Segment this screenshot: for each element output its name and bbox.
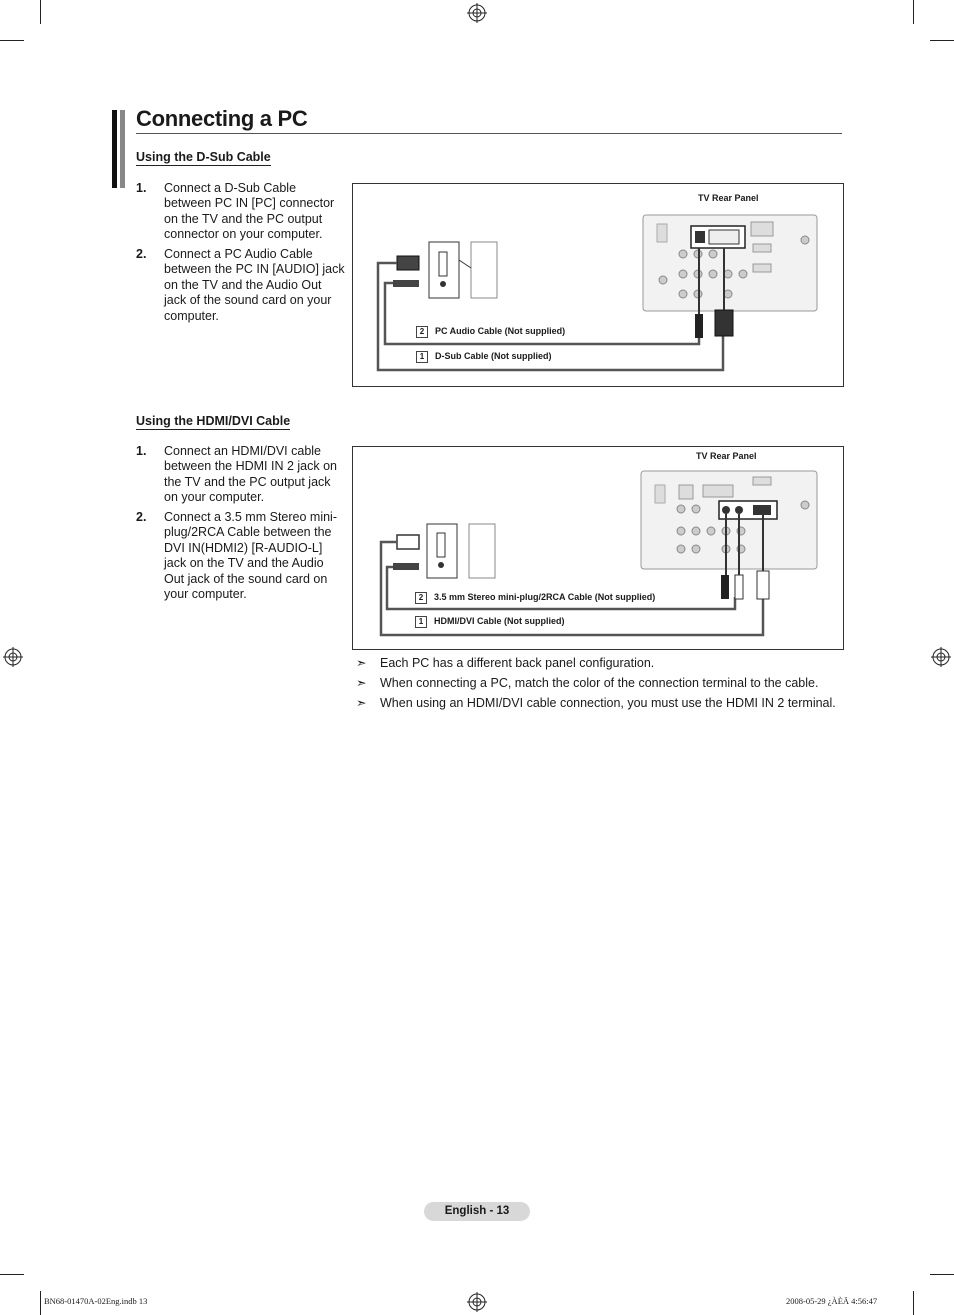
crop-mark — [930, 1274, 954, 1275]
print-timestamp: 2008-05-29 ¿ÀÈÄ 4:56:47 — [786, 1296, 878, 1306]
registration-mark-icon — [931, 647, 951, 667]
registration-mark-icon — [467, 1292, 487, 1312]
section-heading-dsub: Using the D-Sub Cable — [136, 150, 271, 164]
cable-number-badge: 2 — [416, 326, 428, 338]
crop-mark — [0, 40, 24, 41]
step-number: 1. — [136, 444, 147, 458]
note-arrow-icon: ➣ — [356, 656, 367, 670]
step-item — [136, 181, 346, 243]
crop-mark — [913, 1291, 914, 1315]
cable-number-badge: 1 — [416, 351, 428, 363]
note-item — [356, 696, 842, 728]
cable-number-badge: 2 — [415, 592, 427, 604]
note-text: Each PC has a different back panel configuration. — [380, 656, 655, 670]
print-file-info: BN68-01470A-02Eng.indb 13 — [44, 1296, 148, 1306]
cable-label: 3.5 mm Stereo mini-plug/2RCA Cable (Not supplied) — [434, 592, 656, 602]
note-text: When using an HDMI/DVI cable connection, you must use the HDMI IN 2 terminal. — [380, 696, 836, 710]
step-item — [136, 247, 346, 325]
tv-rear-panel-label: TV Rear Panel — [696, 451, 757, 461]
hdmi-dvi-connection-diagram — [352, 446, 844, 650]
title-divider — [136, 133, 842, 134]
crop-mark — [40, 1291, 41, 1315]
step-number: 2. — [136, 247, 147, 261]
title-accent-bar — [112, 110, 117, 188]
cable-label: D-Sub Cable (Not supplied) — [435, 351, 552, 361]
step-text: Connect a D-Sub Cable between PC IN [PC] connector on the TV and the PC output connector on your computer. — [164, 181, 335, 242]
registration-mark-icon — [3, 647, 23, 667]
crop-mark — [0, 1274, 24, 1275]
crop-mark — [913, 0, 914, 24]
page-number-label: English - 13 — [424, 1202, 530, 1221]
crop-mark — [930, 40, 954, 41]
step-item — [136, 444, 346, 506]
cable-label: PC Audio Cable (Not supplied) — [435, 326, 566, 336]
registration-mark-icon — [467, 3, 487, 23]
step-item — [136, 510, 346, 604]
note-item — [356, 656, 842, 672]
note-text: When connecting a PC, match the color of the connection terminal to the cable. — [380, 676, 819, 690]
note-arrow-icon: ➣ — [356, 696, 367, 710]
note-arrow-icon: ➣ — [356, 676, 367, 690]
dsub-connection-diagram — [352, 183, 844, 387]
step-number: 2. — [136, 510, 147, 524]
step-text: Connect a PC Audio Cable between the PC IN [AUDIO] jack on the TV and the Audio Out jack of the sound card on your computer. — [164, 247, 345, 323]
page-title: Connecting a PC — [136, 106, 308, 131]
step-number: 1. — [136, 181, 147, 195]
title-accent-bar — [120, 110, 125, 188]
tv-rear-panel-label: TV Rear Panel — [698, 193, 759, 203]
note-item — [356, 676, 842, 692]
section-heading-hdmi-dvi: Using the HDMI/DVI Cable — [136, 414, 291, 428]
cable-number-badge: 1 — [415, 616, 427, 628]
crop-mark — [40, 0, 41, 24]
cable-label: HDMI/DVI Cable (Not supplied) — [434, 616, 565, 626]
step-text: Connect a 3.5 mm Stereo mini-plug/2RCA Cable between the DVI IN(HDMI2) [R-AUDIO-L] jack on the TV and the Audio Out jack of the sound card on your computer. — [164, 510, 337, 602]
step-text: Connect an HDMI/DVI cable between the HDMI IN 2 jack on the TV and the PC output jack on your computer. — [164, 444, 337, 505]
